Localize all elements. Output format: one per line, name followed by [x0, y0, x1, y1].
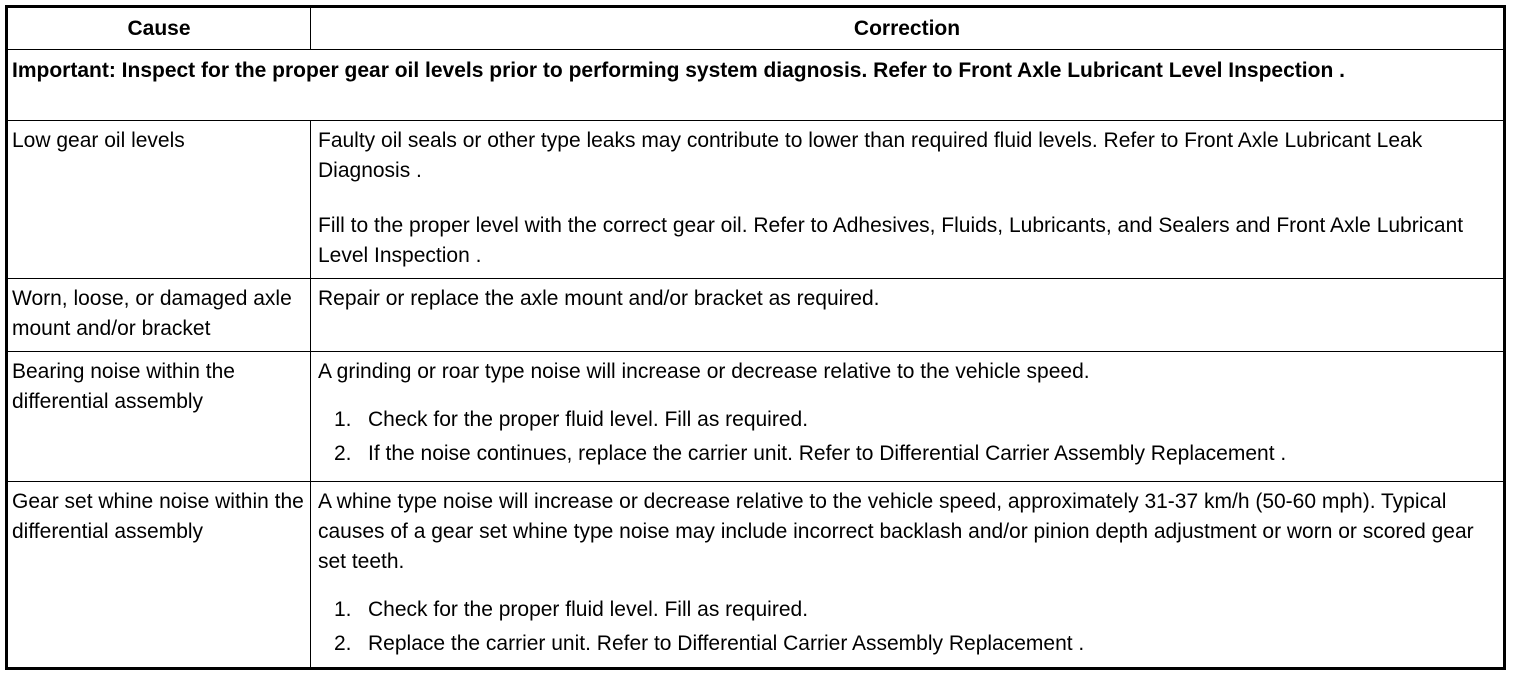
table-row — [8, 482, 1503, 667]
correction-cell — [311, 279, 1503, 351]
cause-cell: Gear set whine noise within the differential assembly — [8, 482, 311, 667]
step-text: Check for the proper fluid level. Fill as required. — [368, 408, 809, 431]
correction-paragraph: Fill to the proper level with the correct gear oil. Refer to Adhesives, Fluids, Lubricants, and Sealers and Front Axle Lubricant Level Inspection . — [318, 214, 1464, 267]
cause-column-header: Cause — [8, 8, 311, 49]
steps-list — [318, 403, 1495, 471]
step-text: Check for the proper fluid level. Fill as required. — [368, 598, 809, 621]
step-number: 1. — [334, 408, 352, 431]
correction-paragraph: Repair or replace the axle mount and/or bracket as required. — [318, 287, 880, 310]
step-item — [318, 627, 1495, 661]
step-item — [318, 437, 1495, 471]
important-note-row — [8, 50, 1503, 121]
step-text: Replace the carrier unit. Refer to Differential Carrier Assembly Replacement . — [368, 632, 1085, 655]
cause-cell: Worn, loose, or damaged axle mount and/or bracket — [8, 279, 311, 351]
table-row — [8, 352, 1503, 482]
correction-paragraph: A grinding or roar type noise will increase or decrease relative to the vehicle speed. — [318, 360, 1090, 383]
table-row — [8, 121, 1503, 279]
correction-cell — [311, 121, 1503, 278]
table-header — [8, 8, 1503, 50]
diagnosis-table — [5, 5, 1506, 670]
step-item — [318, 593, 1495, 627]
important-note: Important: Inspect for the proper gear oil levels prior to performing system diagnosis. Refer to Front Axle Lubricant Level Inspection . — [12, 59, 1345, 82]
step-number: 2. — [334, 442, 352, 465]
cause-cell: Low gear oil levels — [8, 121, 311, 278]
step-text: If the noise continues, replace the carrier unit. Refer to Differential Carrier Assembly Replacement . — [368, 442, 1287, 465]
correction-cell — [311, 482, 1503, 667]
table-row — [8, 279, 1503, 352]
correction-paragraph: A whine type noise will increase or decrease relative to the vehicle speed, approximately 31-37 km/h (50-60 mph). Typical causes of a gear set whine type noise may include incorrect backlash and/or pinion depth adjustment or worn or scored gear set teeth. — [318, 490, 1474, 573]
correction-cell — [311, 352, 1503, 481]
step-item — [318, 403, 1495, 437]
steps-list — [318, 593, 1495, 661]
correction-column-header: Correction — [853, 17, 961, 40]
correction-paragraph: Faulty oil seals or other type leaks may contribute to lower than required fluid levels. Refer to Front Axle Lubricant Leak Diagnosis . — [318, 129, 1423, 182]
step-number: 1. — [334, 598, 352, 621]
cause-cell: Bearing noise within the differential assembly — [8, 352, 311, 481]
step-number: 2. — [334, 632, 352, 655]
